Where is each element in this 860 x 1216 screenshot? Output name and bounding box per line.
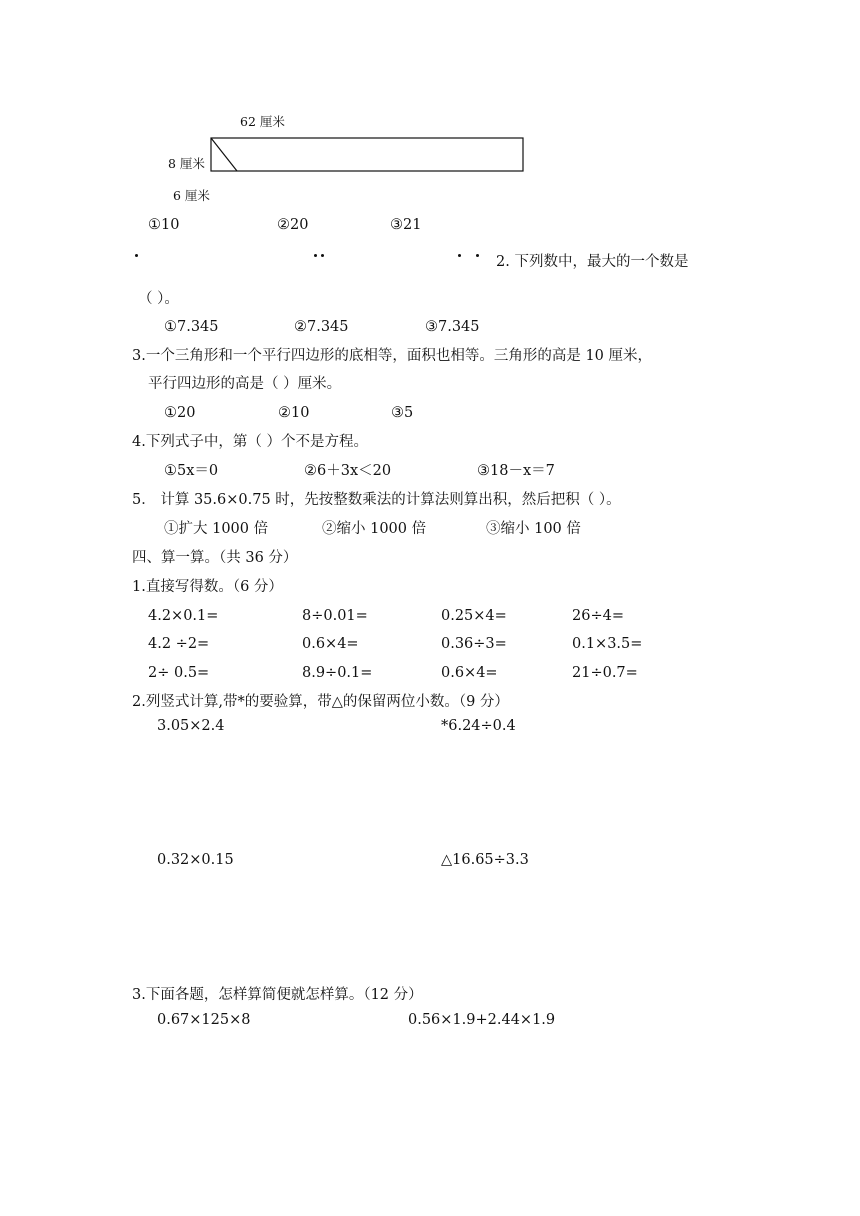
- q5-option-2: ②缩小 1000 倍: [322, 521, 427, 537]
- oral-calc-r1c4: 26÷4=: [572, 608, 624, 624]
- q2-option-1: ①7.345: [164, 319, 219, 335]
- q1-option-1: ①10: [148, 217, 180, 233]
- oral-calc-r3c4: 21÷0.7=: [572, 665, 638, 681]
- figure-rectangle: [211, 138, 523, 171]
- q2-prompt: 2. 下列数中，最大的一个数是: [496, 254, 689, 270]
- vertical-calc-1: 3.05×2.4: [157, 718, 225, 734]
- oral-calc-r3c3: 0.6×4=: [441, 665, 498, 681]
- vertical-calc-2: *6.24÷0.4: [441, 718, 516, 734]
- q4-option-3: ③18－x＝7: [477, 463, 555, 479]
- oral-calc-r2c3: 0.36÷3=: [441, 636, 507, 652]
- q1-option-3: ③21: [390, 217, 422, 233]
- q5-option-1: ①扩大 1000 倍: [164, 521, 269, 537]
- repeat-dot: [321, 254, 324, 257]
- repeat-dot: [135, 254, 138, 257]
- q2-option-2: ②7.345: [294, 319, 349, 335]
- oral-calc-r2c4: 0.1×3.5=: [572, 636, 643, 652]
- oral-calc-r1c3: 0.25×4=: [441, 608, 507, 624]
- q4-prompt: 4.下列式子中，第（ ）个不是方程。: [132, 434, 368, 450]
- part-3-title: 3.下面各题，怎样算简便就怎样算。（12 分）: [132, 987, 423, 1003]
- q5-option-3: ③缩小 100 倍: [486, 521, 581, 537]
- vertical-calc-3: 0.32×0.15: [157, 852, 234, 868]
- repeat-dot: [458, 254, 461, 257]
- oral-calc-r2c2: 0.6×4=: [302, 636, 359, 652]
- oral-calc-r3c1: 2÷ 0.5=: [148, 665, 210, 681]
- oral-calc-r2c1: 4.2 ÷2=: [148, 636, 210, 652]
- simplify-calc-1: 0.67×125×8: [157, 1012, 251, 1028]
- q1-option-2: ②20: [277, 217, 309, 233]
- figure-bottom-label: 6 厘米: [173, 188, 210, 203]
- q3-line-2: 平行四边形的高是（ ）厘米。: [148, 376, 342, 392]
- figure-diagonal: [211, 138, 237, 171]
- oral-calc-r1c2: 8÷0.01=: [302, 608, 368, 624]
- q5-prompt: 5． 计算 35.6×0.75 时，先按整数乘法的计算法则算出积，然后把积（ ）。: [132, 492, 621, 508]
- part-2-title: 2.列竖式计算,带*的要验算，带△的保留两位小数。（9 分）: [132, 694, 509, 710]
- q4-option-2: ②6＋3x＜20: [304, 463, 392, 479]
- part-1-title: 1.直接写得数。（6 分）: [132, 579, 283, 595]
- q4-option-1: ①5x＝0: [164, 463, 219, 479]
- section-4-title: 四、算一算。（共 36 分）: [132, 550, 298, 566]
- figure-top-label: 62 厘米: [240, 114, 285, 129]
- repeat-dot: [476, 254, 479, 257]
- q3-line-1: 3.一个三角形和一个平行四边形的底相等，面积也相等。三角形的高是 10 厘米，: [132, 348, 653, 364]
- figure-left-label: 8 厘米: [168, 156, 205, 171]
- q3-option-2: ②10: [278, 405, 310, 421]
- q3-option-1: ①20: [164, 405, 196, 421]
- oral-calc-r1c1: 4.2×0.1=: [148, 608, 219, 624]
- q3-option-3: ③5: [391, 405, 414, 421]
- q2-blank: （ ）。: [138, 291, 179, 307]
- repeat-dot: [314, 254, 317, 257]
- q2-option-3: ③7.345: [425, 319, 480, 335]
- oral-calc-r3c2: 8.9÷0.1=: [302, 665, 373, 681]
- simplify-calc-2: 0.56×1.9+2.44×1.9: [408, 1012, 556, 1028]
- vertical-calc-4: △16.65÷3.3: [441, 852, 529, 868]
